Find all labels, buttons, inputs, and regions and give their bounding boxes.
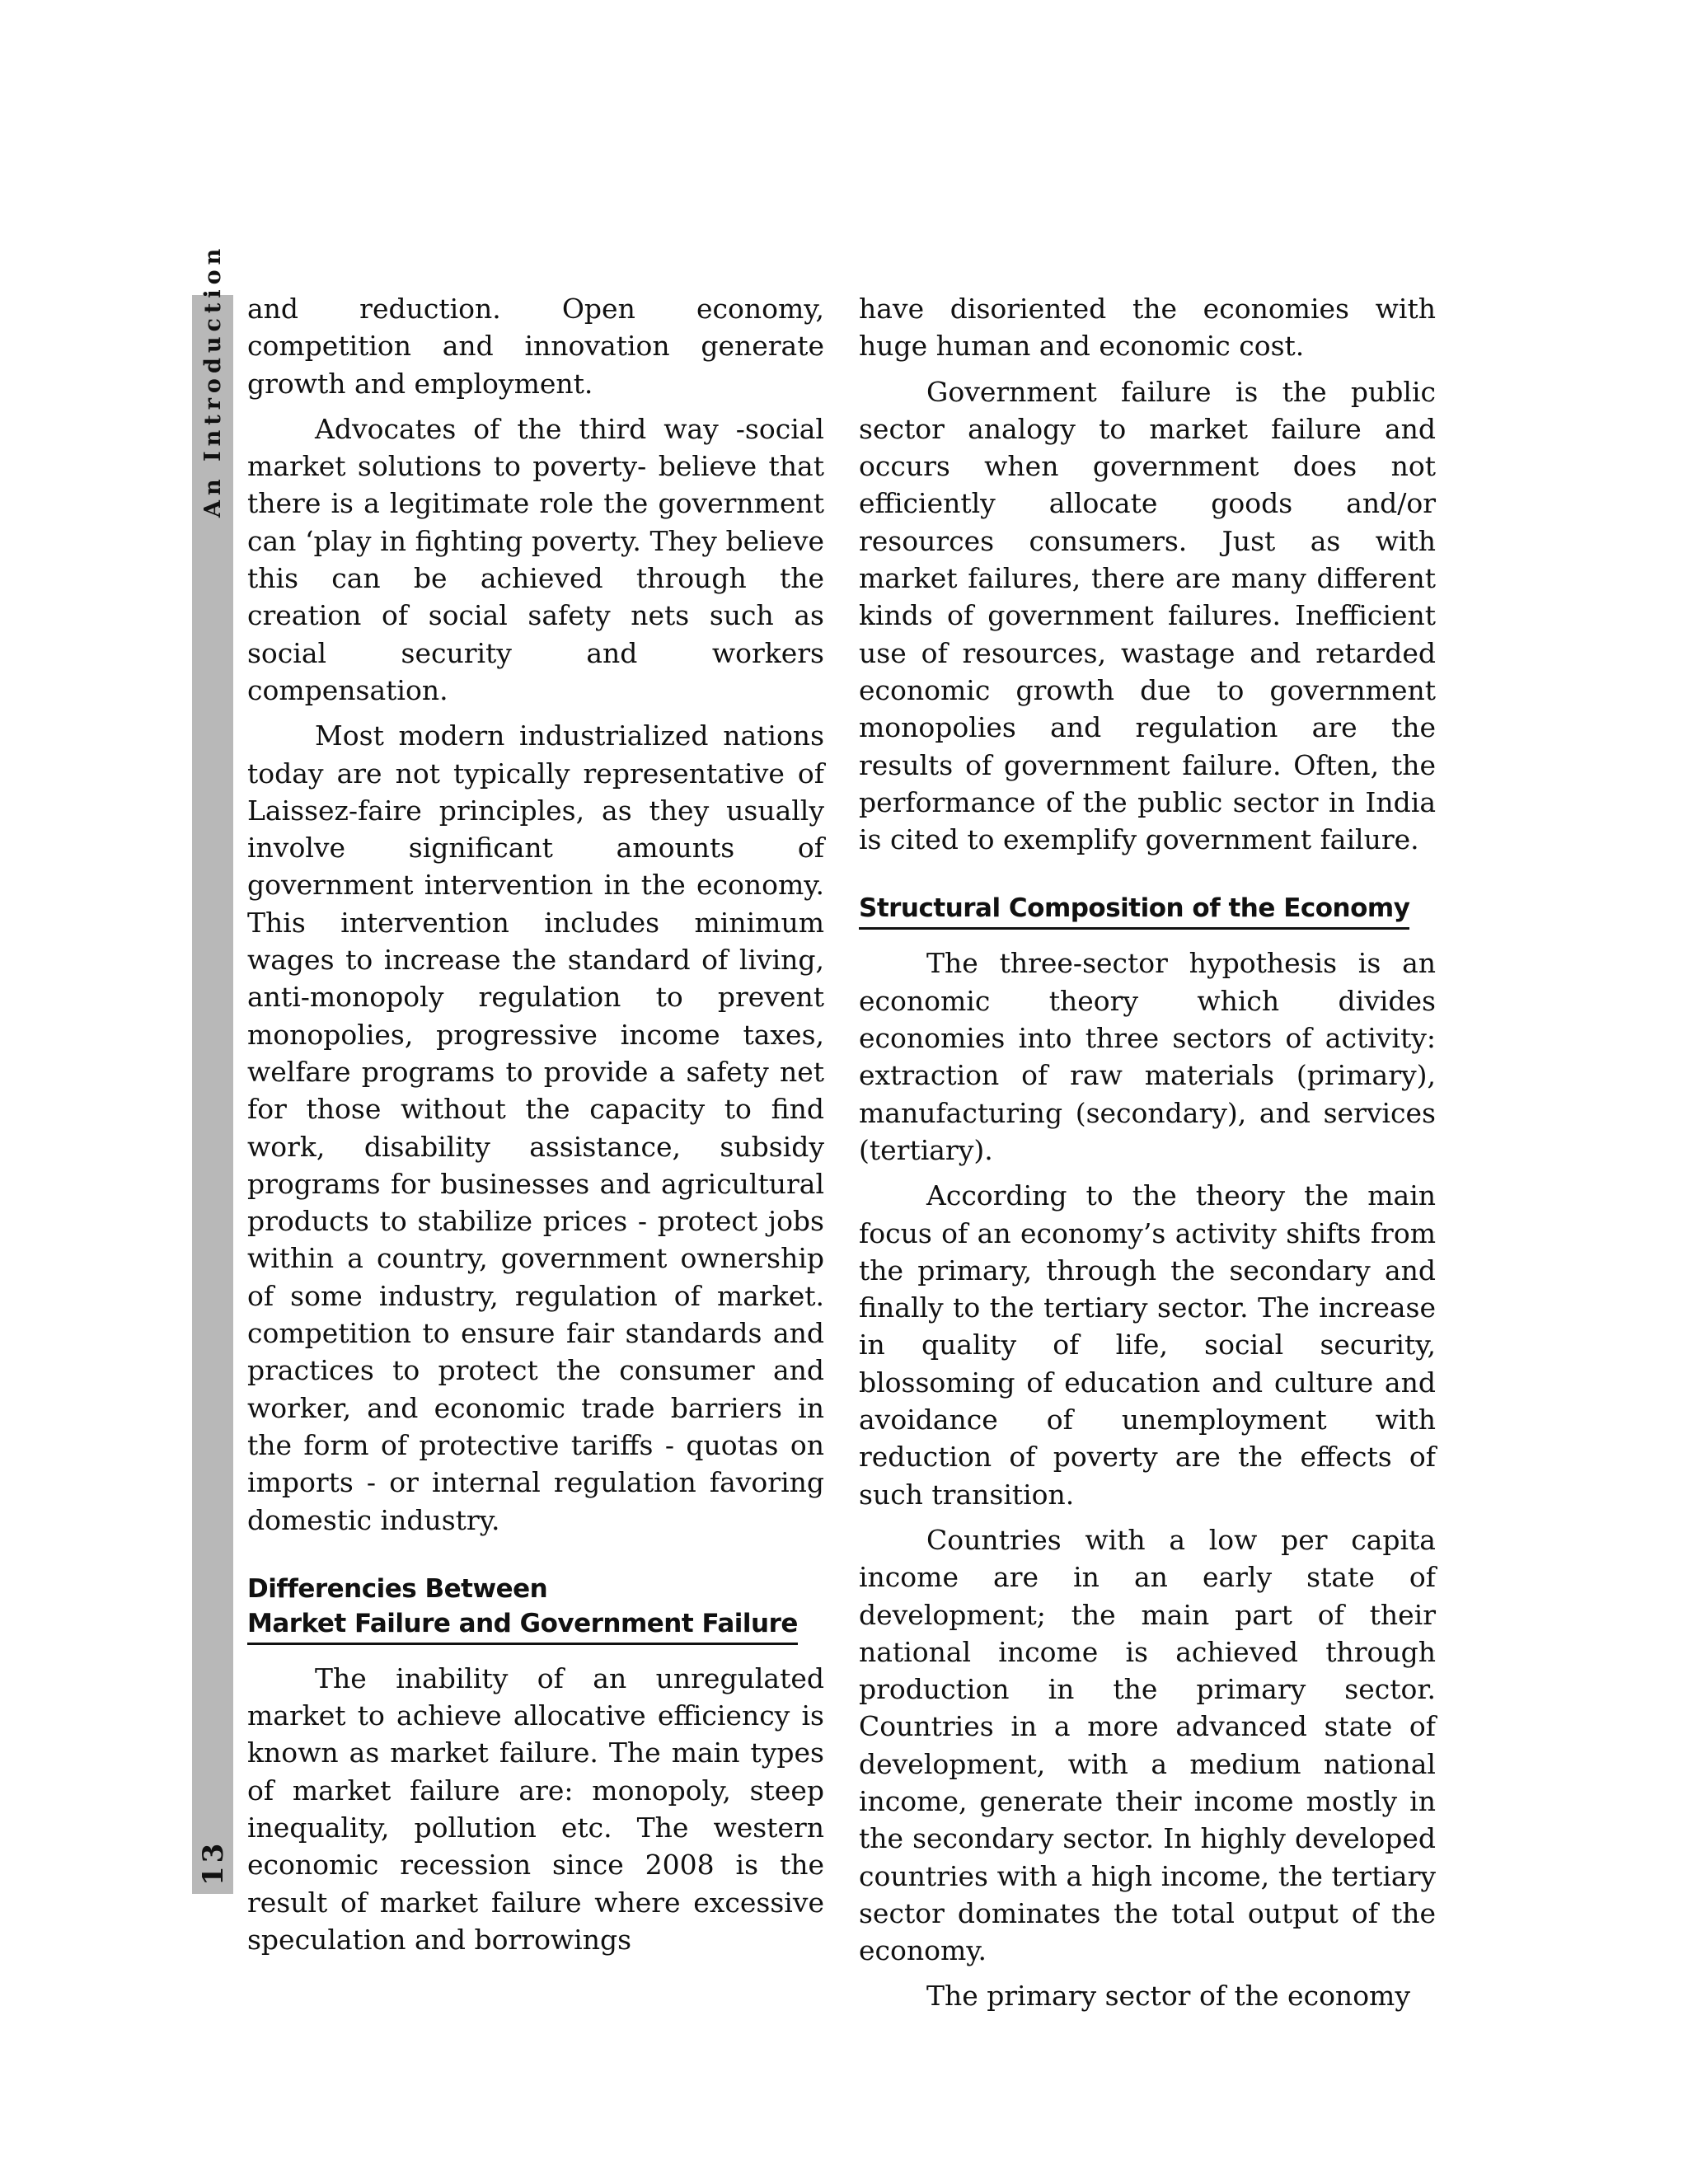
- section-heading: [859, 891, 1436, 930]
- section-heading: [247, 1572, 824, 1645]
- paragraph: According to the theory the main focus of an economy’s activity shifts from the primary, through the secondary and finally to the tertiary sector. The increase in quality of life, social security, blossoming of education and culture and avoidance of unemployment with reduction of poverty are the effects of such transition.: [859, 1179, 1436, 1511]
- paragraph: The primary sector of the economy: [926, 1980, 1410, 2013]
- section-heading-line: Differencies Between: [247, 1573, 548, 1604]
- sidebar-strip: [192, 243, 233, 1894]
- right-column: [859, 290, 1436, 2023]
- paragraph: The three-sector hypothesis is an economic theory which divides economies into three sectors of activity: extraction of raw materials (primary), manufacturing (secondary), and services (tertiary).: [859, 947, 1436, 1166]
- section-heading-line: Structural Composition of the Economy: [859, 891, 1409, 930]
- paragraph: have disoriented the economies with huge human and economic cost.: [859, 293, 1436, 363]
- paragraph: Most modern industrialized nations today are not typically representative of Laissez-faire principles, as they usually involve significant amounts of government intervention in the economy. This intervention includes minimum wages to increase the standard of living, anti-monopoly regulation to prevent monopolies, progressive income taxes, welfare programs to provide a safety net for those without the capacity to find work, disability assistance, subsidy programs for businesses and agricultural products to stabilize prices - protect jobs within a country, government ownership of some industry, regulation of market. competition to ensure fair standards and practices to protect the consumer and worker, and economic trade barriers in the form of protective tariffs - quotas on imports - or internal regulation favoring domestic industry.: [247, 719, 824, 1536]
- paragraph: Advocates of the third way -social market solutions to poverty- believe that there is a legitimate role the government can ‘play in fighting poverty. They believe this can be achieved through the creation of social safety nets such as social security and workers compensation.: [247, 412, 824, 706]
- paragraph: Countries with a low per capita income are in an early state of development; the main part of their national income is achieved through production in the primary sector. Countries in a more advanced state of development, with a medium national income, generate their income mostly in the secondary sector. In highly developed countries with a high income, the tertiary sector dominates the total output of the economy.: [859, 1523, 1436, 1967]
- paragraph: The inability of an unregulated market to achieve allocative efficiency is known as market failure. The main types of market failure are: monopoly, steep inequality, pollution etc. The western economic recession since 2008 is the result of market failure where excessive speculation and borrowings: [247, 1661, 824, 1956]
- paragraph: and reduction. Open economy, competition and innovation generate growth and employment.: [247, 293, 824, 400]
- left-column: [247, 290, 824, 1966]
- paragraph: Government failure is the public sector analogy to market failure and occurs when government does not efficiently allocate goods and/or resources consumers. Just as with market failures, there are many different kinds of government failures. Inefficient use of resources, wastage and retarded economic growth due to government monopolies and regulation are the results of government failure. Often, the performance of the public sector in India is cited to exemplify government failure.: [859, 375, 1436, 856]
- running-head: An Introduction: [200, 243, 226, 518]
- page-number: 13: [197, 1840, 230, 1886]
- section-heading-line: Market Failure and Government Failure: [247, 1606, 798, 1645]
